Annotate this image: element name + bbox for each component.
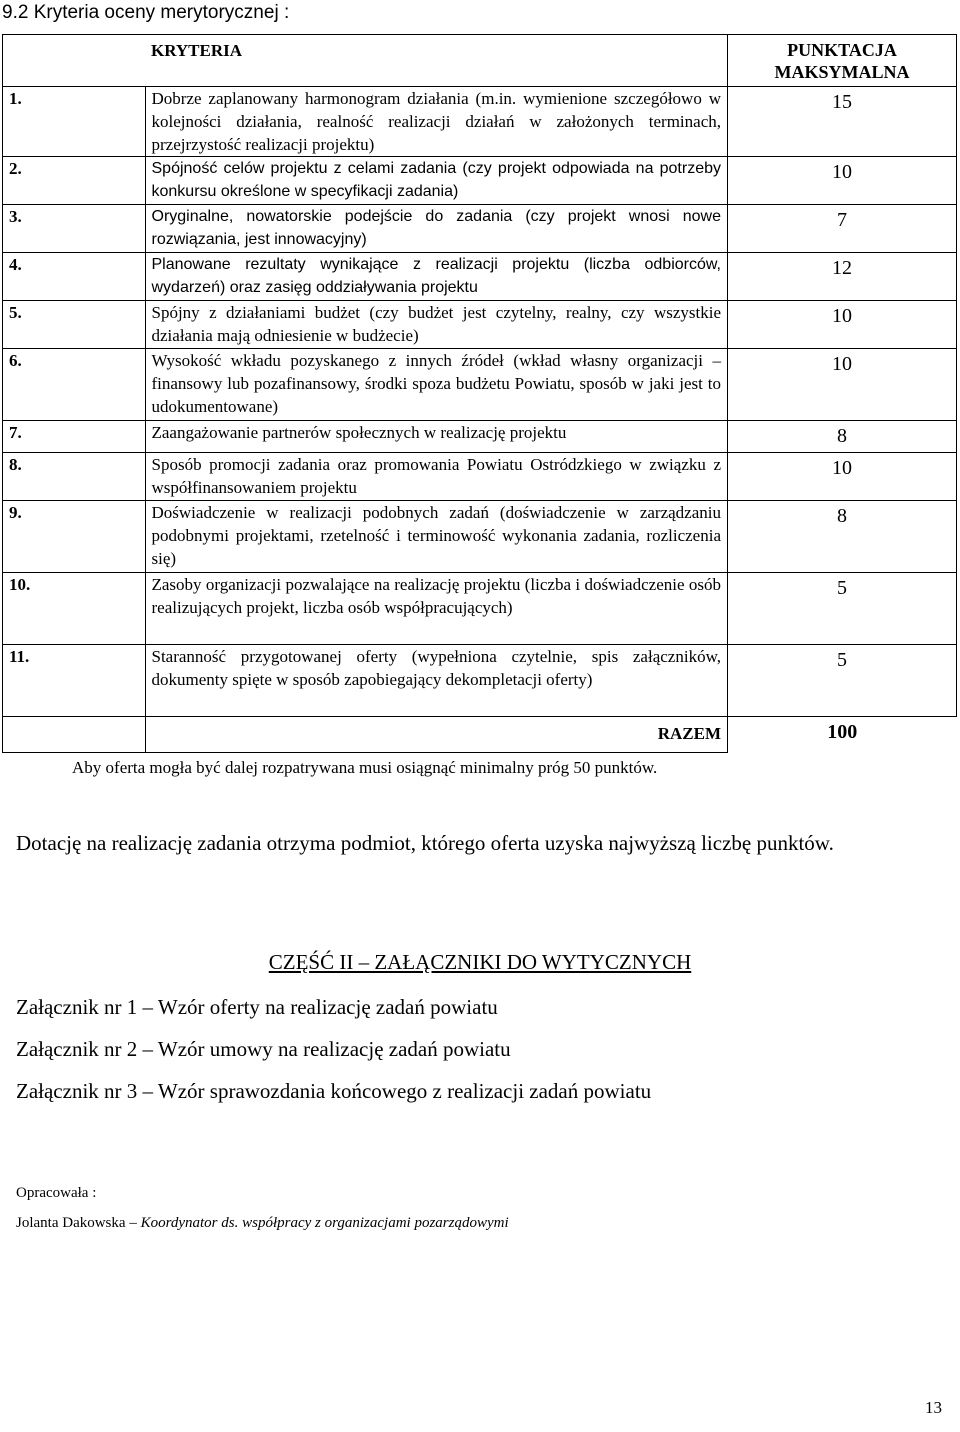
row-criterion: Staranność przygotowanej oferty (wypełniona czytelnie, spis załączników, dokumenty spięte w sposób zapobiegający dekompletacji oferty) bbox=[145, 645, 728, 717]
row-points: 10 bbox=[728, 301, 957, 349]
row-points: 12 bbox=[728, 253, 957, 301]
total-label: RAZEM bbox=[145, 717, 728, 753]
row-number: 7. bbox=[3, 421, 146, 453]
row-number: 8. bbox=[3, 453, 146, 501]
row-criterion: Wysokość wkładu pozyskanego z innych źródeł (wkład własny organizacji – finansowy lub pozafinansowy, środki spoza budżetu Powiatu, sposób w jaki jest to udokumentowane) bbox=[145, 349, 728, 421]
author-line bbox=[16, 1215, 509, 1232]
total-value: 100 bbox=[728, 717, 957, 753]
row-number: 4. bbox=[3, 253, 146, 301]
row-points: 8 bbox=[728, 421, 957, 453]
minimum-threshold-note: Aby oferta mogła być dalej rozpatrywana musi osiągnąć minimalny próg 50 punktów. bbox=[72, 758, 658, 777]
table-row bbox=[3, 157, 957, 205]
author-role: – Koordynator ds. współpracy z organizacjami pozarządowymi bbox=[125, 1215, 509, 1231]
attachment-item: Załącznik nr 3 – Wzór sprawozdania końcowego z realizacji zadań powiatu bbox=[16, 1079, 652, 1103]
row-criterion: Sposób promocji zadania oraz promowania Powiatu Ostródzkiego w związku z współfinansowaniem projektu bbox=[145, 453, 728, 501]
row-number: 11. bbox=[3, 645, 146, 717]
total-row bbox=[3, 717, 957, 753]
row-number: 6. bbox=[3, 349, 146, 421]
row-criterion: Spójny z działaniami budżet (czy budżet jest czytelny, realny, czy wszystkie działania mają odniesienie w budżecie) bbox=[145, 301, 728, 349]
row-points: 5 bbox=[728, 645, 957, 717]
table-row bbox=[3, 501, 957, 573]
header-num-cell bbox=[3, 35, 146, 87]
header-points bbox=[728, 35, 957, 87]
table-row bbox=[3, 253, 957, 301]
section-heading: 9.2 Kryteria oceny merytorycznej : bbox=[2, 2, 290, 23]
criteria-table bbox=[2, 34, 957, 753]
attachment-item: Załącznik nr 2 – Wzór umowy na realizację zadań powiatu bbox=[16, 1037, 511, 1061]
author-name: Jolanta Dakowska bbox=[16, 1215, 126, 1231]
row-criterion: Spójność celów projektu z celami zadania (czy projekt odpowiada na potrzeby konkursu określone w specyfikacji zadania) bbox=[145, 157, 728, 205]
table-header-row bbox=[3, 35, 957, 87]
attachment-item: Załącznik nr 1 – Wzór oferty na realizację zadań powiatu bbox=[16, 995, 498, 1019]
table-row bbox=[3, 573, 957, 645]
row-points: 10 bbox=[728, 349, 957, 421]
total-empty-cell bbox=[3, 717, 146, 753]
row-criterion: Doświadczenie w realizacji podobnych zadań (doświadczenie w zarządzaniu podobnymi projektami, rzetelność i terminowość wykonania zadania, rozliczenia się) bbox=[145, 501, 728, 573]
header-points-line1: PUNKTACJA bbox=[787, 40, 897, 60]
row-criterion: Oryginalne, nowatorskie podejście do zadania (czy projekt wnosi nowe rozwiązania, jest innowacyjny) bbox=[145, 205, 728, 253]
row-points: 8 bbox=[728, 501, 957, 573]
row-criterion: Zasoby organizacji pozwalające na realizację projektu (liczba i doświadczenie osób realizujących projekt, liczba osób współpracujących) bbox=[145, 573, 728, 645]
row-criterion: Dobrze zaplanowany harmonogram działania (m.in. wymienione szczegółowo w kolejności działania, realność realizacji działań w założonych terminach, przejrzystość realizacji projektu) bbox=[145, 87, 728, 157]
header-criteria: KRYTERIA bbox=[145, 35, 728, 87]
row-points: 7 bbox=[728, 205, 957, 253]
row-number: 1. bbox=[3, 87, 146, 157]
page-number: 13 bbox=[925, 1398, 942, 1417]
row-points: 10 bbox=[728, 453, 957, 501]
row-number: 5. bbox=[3, 301, 146, 349]
row-number: 3. bbox=[3, 205, 146, 253]
row-number: 10. bbox=[3, 573, 146, 645]
header-points-line2: MAKSYMALNA bbox=[774, 62, 910, 82]
row-number: 9. bbox=[3, 501, 146, 573]
table-row bbox=[3, 87, 957, 157]
table-row bbox=[3, 349, 957, 421]
table-row bbox=[3, 301, 957, 349]
grant-paragraph: Dotację na realizację zadania otrzyma podmiot, którego oferta uzyska najwyższą liczbę punktów. bbox=[16, 831, 834, 855]
row-criterion: Planowane rezultaty wynikające z realizacji projektu (liczba odbiorców, wydarzeń) oraz zasięg oddziaływania projektu bbox=[145, 253, 728, 301]
row-criterion: Zaangażowanie partnerów społecznych w realizację projektu bbox=[145, 421, 728, 453]
part-title: CZĘŚĆ II – ZAŁĄCZNIKI DO WYTYCZNYCH bbox=[268, 950, 692, 974]
prepared-by-label: Opracowała : bbox=[16, 1185, 97, 1201]
row-points: 10 bbox=[728, 157, 957, 205]
table-row bbox=[3, 205, 957, 253]
row-points: 15 bbox=[728, 87, 957, 157]
table-row bbox=[3, 421, 957, 453]
table-row bbox=[3, 645, 957, 717]
row-number: 2. bbox=[3, 157, 146, 205]
table-row bbox=[3, 453, 957, 501]
row-points: 5 bbox=[728, 573, 957, 645]
